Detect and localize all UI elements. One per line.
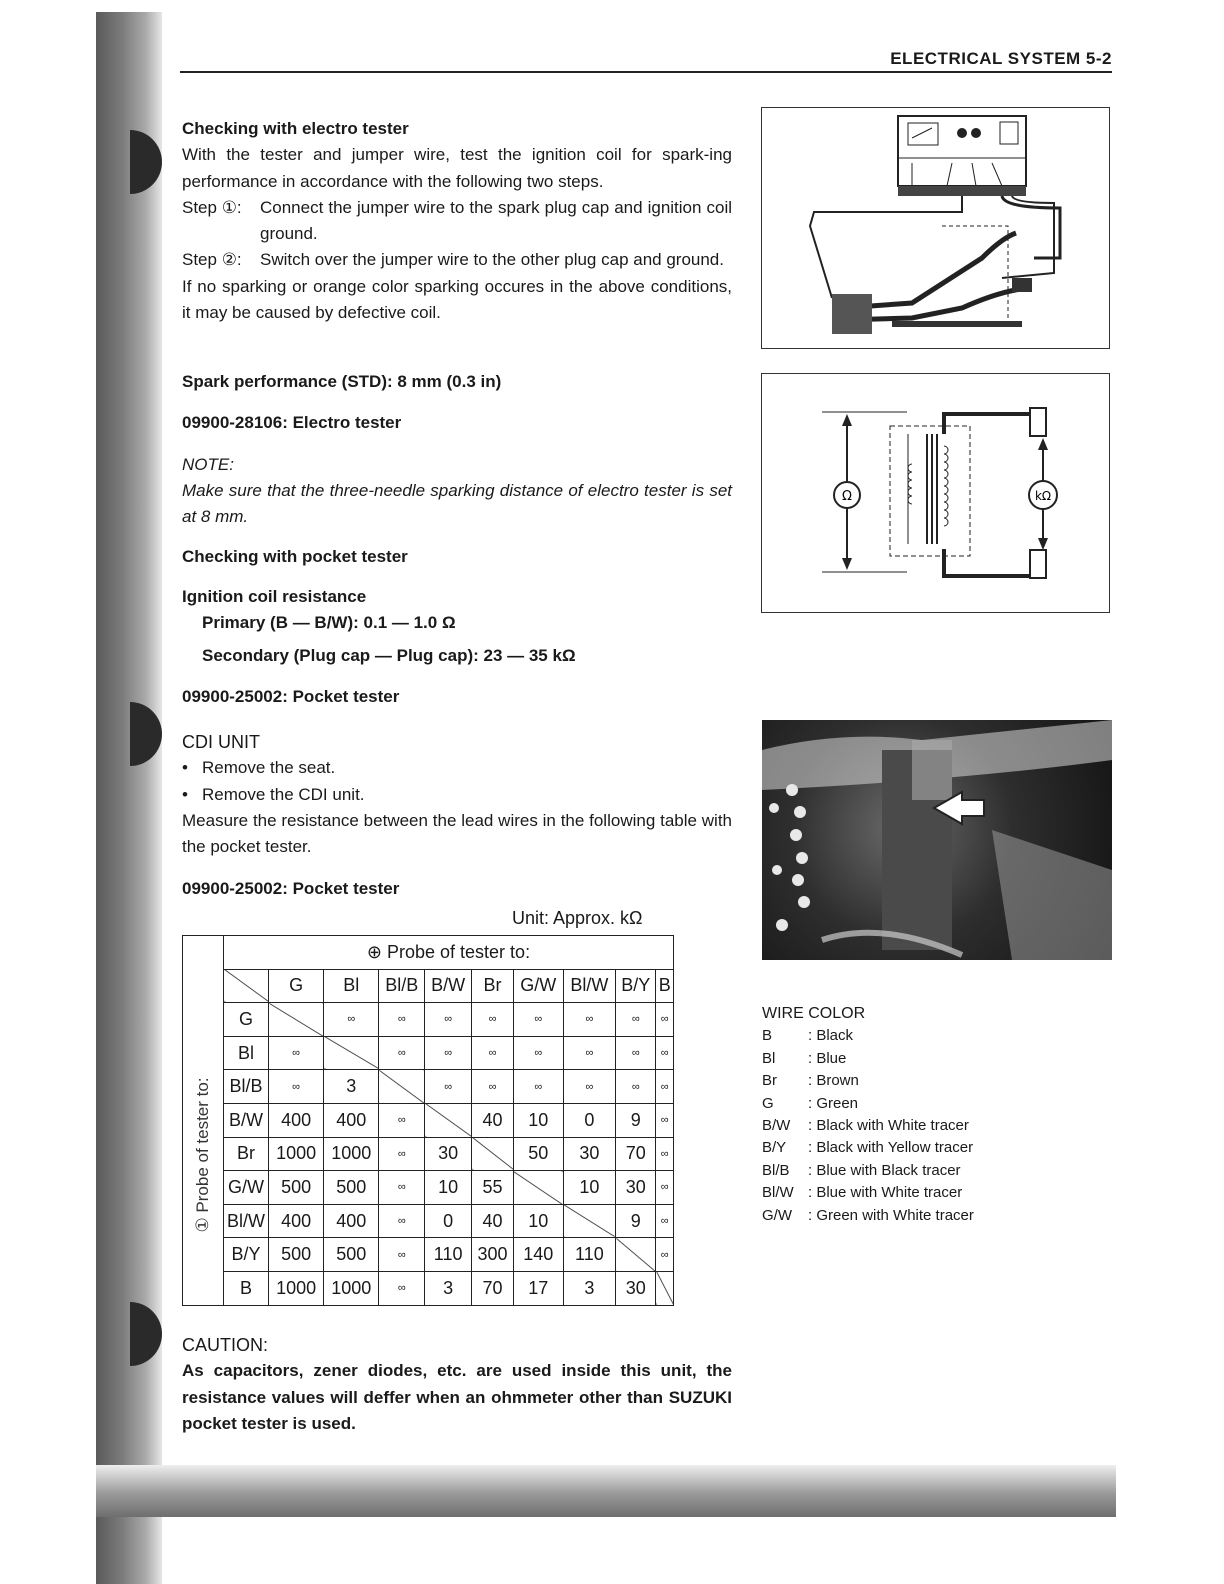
row-header: Bl/W (224, 1204, 269, 1238)
caution-text: As capacitors, zener diodes, etc. are used inside this unit, the resistance values will deffer when an ohmmeter other than SUZUKI pocket tester is used. (182, 1361, 732, 1433)
electro-tester-section (182, 116, 732, 326)
coil-resistance-diagram (761, 373, 1110, 613)
table-cell: ∞ (472, 1003, 514, 1037)
table-cell: ∞ (563, 1070, 615, 1104)
row-header: G/W (224, 1171, 269, 1205)
binder-hole (130, 1302, 162, 1366)
table-cell: 50 (513, 1137, 563, 1171)
wire-color-name: : Black (808, 1027, 854, 1045)
table-cell: ∞ (656, 1003, 674, 1037)
step-1 (182, 195, 732, 248)
table-cell: 140 (513, 1238, 563, 1272)
table-cell: 30 (616, 1271, 656, 1305)
side-header-text: ① Probe of tester to: (193, 1077, 212, 1233)
table-cell: 300 (472, 1238, 514, 1272)
table-cell: 1000 (324, 1137, 379, 1171)
column-header: G/W (513, 969, 563, 1003)
wire-code: B/Y (762, 1139, 787, 1157)
legend-row (762, 1048, 974, 1070)
table-cell: 70 (616, 1137, 656, 1171)
wire-code: Bl/W (762, 1184, 794, 1202)
table-cell: 40 (472, 1204, 514, 1238)
ohm-symbol: Ω (842, 489, 852, 504)
diagonal-cell (324, 1036, 379, 1070)
table-cell: 10 (513, 1204, 563, 1238)
tool-pocket-tester: 09900-25002: Pocket tester (182, 687, 400, 706)
table-cell: ∞ (563, 1036, 615, 1070)
table-cell: 3 (324, 1070, 379, 1104)
table-cell: ∞ (656, 1204, 674, 1238)
step-text: Connect the jumper wire to the spark plug cap and ignition coil ground. (260, 197, 732, 244)
table-row (183, 1271, 674, 1305)
table-header-row (183, 936, 674, 970)
table-cell: ∞ (513, 1003, 563, 1037)
table-cell: 500 (324, 1238, 379, 1272)
binder-hole (130, 130, 162, 194)
table-cell: ∞ (379, 1137, 425, 1171)
wire-color-name: : Green (808, 1094, 859, 1112)
column-header: Bl/W (563, 969, 615, 1003)
legend-row (762, 1093, 974, 1115)
table-cell: ∞ (425, 1070, 472, 1104)
row-header: B/Y (224, 1238, 269, 1272)
step-2 (182, 247, 732, 273)
table-row (183, 1137, 674, 1171)
caution-label: CAUTION: (182, 1335, 269, 1355)
cdi-section (182, 729, 732, 860)
wire-code: Br (762, 1072, 777, 1090)
table-row (183, 1036, 674, 1070)
table-cell: ∞ (656, 1103, 674, 1137)
wire-color-name: : Blue (808, 1049, 847, 1067)
column-header: G (269, 969, 324, 1003)
wire-code: G/W (762, 1206, 792, 1224)
table-cell: 40 (472, 1103, 514, 1137)
table-cell: ∞ (269, 1036, 324, 1070)
legend-row (762, 1025, 974, 1047)
resistance-table (182, 935, 674, 1306)
wire-color-name: : Black with White tracer (808, 1117, 969, 1135)
table-cell: ∞ (425, 1036, 472, 1070)
bullet-item: • Remove the CDI unit. (182, 782, 732, 808)
kohm-symbol: kΩ (1034, 489, 1052, 503)
table-cell: 110 (563, 1238, 615, 1272)
page-bottom-shadow (96, 1465, 1116, 1517)
table-cell: 3 (563, 1271, 615, 1305)
subheading: Ignition coil resistance (182, 587, 367, 606)
electro-tester-diagram (761, 107, 1110, 349)
table-cell: 70 (472, 1271, 514, 1305)
tool-pocket-tester: 09900-25002: Pocket tester (182, 879, 400, 898)
column-header: B (656, 969, 674, 1003)
tester-wiring-illustration (762, 108, 1109, 348)
coil-resistance-illustration (762, 374, 1109, 612)
side-header-cell (183, 936, 224, 1306)
table-cell: 30 (425, 1137, 472, 1171)
table-row (183, 1204, 674, 1238)
column-header: Br (472, 969, 514, 1003)
step-text: Switch over the jumper wire to the other plug cap and ground. (260, 250, 724, 270)
diagonal-cell (472, 1137, 514, 1171)
corner-cell (224, 969, 269, 1003)
row-header: G (224, 1003, 269, 1037)
table-cell: 10 (563, 1171, 615, 1205)
row-header: Bl/B (224, 1070, 269, 1104)
wire-color-name: : Blue with White tracer (808, 1184, 963, 1202)
table-cell: 1000 (324, 1271, 379, 1305)
table-cell: 1000 (269, 1137, 324, 1171)
spark-spec: Spark performance (STD): 8 mm (0.3 in) (182, 372, 502, 391)
top-header-cell: ⊕ Probe of tester to: (224, 936, 674, 970)
wire-color-name: : Brown (808, 1072, 859, 1090)
column-header-row (183, 969, 674, 1003)
table-row (183, 1238, 674, 1272)
row-header: B (224, 1271, 269, 1305)
column-header: B/W (425, 969, 472, 1003)
row-header: Bl (224, 1036, 269, 1070)
step-label: Step ①: (182, 197, 242, 217)
table-cell: ∞ (513, 1070, 563, 1104)
table-cell: 0 (563, 1103, 615, 1137)
table-cell: 30 (616, 1171, 656, 1205)
table-cell: ∞ (324, 1003, 379, 1037)
table-cell: ∞ (656, 1238, 674, 1272)
table-cell: ∞ (616, 1070, 656, 1104)
bullet-item: • Remove the seat. (182, 755, 732, 781)
table-cell: ∞ (379, 1271, 425, 1305)
legend-row (762, 1205, 974, 1227)
tool-electro-tester: 09900-28106: Electro tester (182, 413, 402, 432)
diagonal-cell (656, 1271, 674, 1305)
table-cell: ∞ (656, 1070, 674, 1104)
table-cell: ∞ (656, 1171, 674, 1205)
wire-code: G (762, 1094, 774, 1112)
table-cell: ∞ (379, 1204, 425, 1238)
table-row (183, 1103, 674, 1137)
caution-block (182, 1332, 732, 1437)
table-cell: ∞ (379, 1003, 425, 1037)
paragraph: If no sparking or orange color sparking occures in the above conditions, it may be caused by defective coil. (182, 276, 732, 323)
diagonal-cell (513, 1171, 563, 1205)
binder-hole (130, 702, 162, 766)
table-cell: 17 (513, 1271, 563, 1305)
row-header: B/W (224, 1103, 269, 1137)
legend-title: WIRE COLOR (762, 1005, 866, 1022)
table-cell: 500 (269, 1238, 324, 1272)
wire-color-legend (762, 1003, 974, 1227)
diagonal-cell (563, 1204, 615, 1238)
wire-code: Bl (762, 1049, 776, 1067)
legend-row (762, 1070, 974, 1092)
table-cell: 500 (269, 1171, 324, 1205)
unit-label: Unit: Approx. kΩ (512, 908, 643, 928)
table-row (183, 1070, 674, 1104)
table-cell: ∞ (656, 1137, 674, 1171)
table-cell: ∞ (472, 1070, 514, 1104)
table-cell: 3 (425, 1271, 472, 1305)
table-cell: ∞ (616, 1003, 656, 1037)
table-cell: 30 (563, 1137, 615, 1171)
legend-row (762, 1182, 974, 1204)
diagonal-cell (379, 1070, 425, 1104)
table-cell: ∞ (513, 1036, 563, 1070)
note-text: Make sure that the three-needle sparking distance of electro tester is set at 8 mm. (182, 481, 732, 527)
table-cell: 10 (513, 1103, 563, 1137)
paragraph: Measure the resistance between the lead wires in the following table with the pocket tester. (182, 810, 732, 857)
table-row (183, 1003, 674, 1037)
table-cell: ∞ (379, 1103, 425, 1137)
page-header: ELECTRICAL SYSTEM 5-2 (890, 49, 1112, 68)
diagonal-cell (425, 1103, 472, 1137)
spec-secondary: Secondary (Plug cap — Plug cap): 23 — 35 kΩ (202, 646, 576, 665)
diagonal-cell (616, 1238, 656, 1272)
section-heading: CDI UNIT (182, 732, 260, 752)
table-cell: 400 (269, 1204, 324, 1238)
cdi-unit-photo (762, 720, 1112, 960)
table-cell: 10 (425, 1171, 472, 1205)
legend-row (762, 1137, 974, 1159)
table-cell: 0 (425, 1204, 472, 1238)
page-binding-shadow (96, 12, 162, 1584)
table-row (183, 1171, 674, 1205)
column-header: Bl (324, 969, 379, 1003)
table-cell: ∞ (379, 1036, 425, 1070)
column-header: B/Y (616, 969, 656, 1003)
table-cell: 1000 (269, 1271, 324, 1305)
table-cell: 400 (269, 1103, 324, 1137)
table-cell: ∞ (379, 1238, 425, 1272)
table-cell: ∞ (379, 1171, 425, 1205)
table-cell: 9 (616, 1204, 656, 1238)
legend-row (762, 1115, 974, 1137)
photo-detail (762, 720, 1112, 960)
table-cell: 400 (324, 1204, 379, 1238)
table-cell: 500 (324, 1171, 379, 1205)
wire-color-name: : Black with Yellow tracer (808, 1139, 974, 1157)
wire-code: B (762, 1027, 773, 1045)
wire-code: Bl/B (762, 1161, 790, 1179)
paragraph: With the tester and jumper wire, test the ignition coil for spark-ing performance in accordance with the following two steps. (182, 145, 732, 191)
wire-code: B/W (762, 1117, 791, 1135)
section-heading: Checking with pocket tester (182, 547, 408, 566)
step-label: Step ②: (182, 250, 242, 270)
table-cell: 9 (616, 1103, 656, 1137)
table-cell: ∞ (269, 1070, 324, 1104)
table-cell: ∞ (472, 1036, 514, 1070)
header-rule (180, 71, 1112, 73)
column-header: Bl/B (379, 969, 425, 1003)
table-cell: ∞ (616, 1036, 656, 1070)
table-cell: 55 (472, 1171, 514, 1205)
legend-row (762, 1160, 974, 1182)
table-cell: ∞ (425, 1003, 472, 1037)
section-heading: Checking with electro tester (182, 119, 409, 138)
wire-color-name: : Green with White tracer (808, 1206, 974, 1224)
wire-color-name: : Blue with Black tracer (808, 1161, 961, 1179)
diagonal-cell (269, 1003, 324, 1037)
table-cell: ∞ (656, 1036, 674, 1070)
row-header: Br (224, 1137, 269, 1171)
table-cell: 110 (425, 1238, 472, 1272)
spec-primary: Primary (B — B/W): 0.1 — 1.0 Ω (202, 613, 456, 632)
note-label: NOTE: (182, 455, 234, 474)
table-cell: ∞ (563, 1003, 615, 1037)
table-cell: 400 (324, 1103, 379, 1137)
